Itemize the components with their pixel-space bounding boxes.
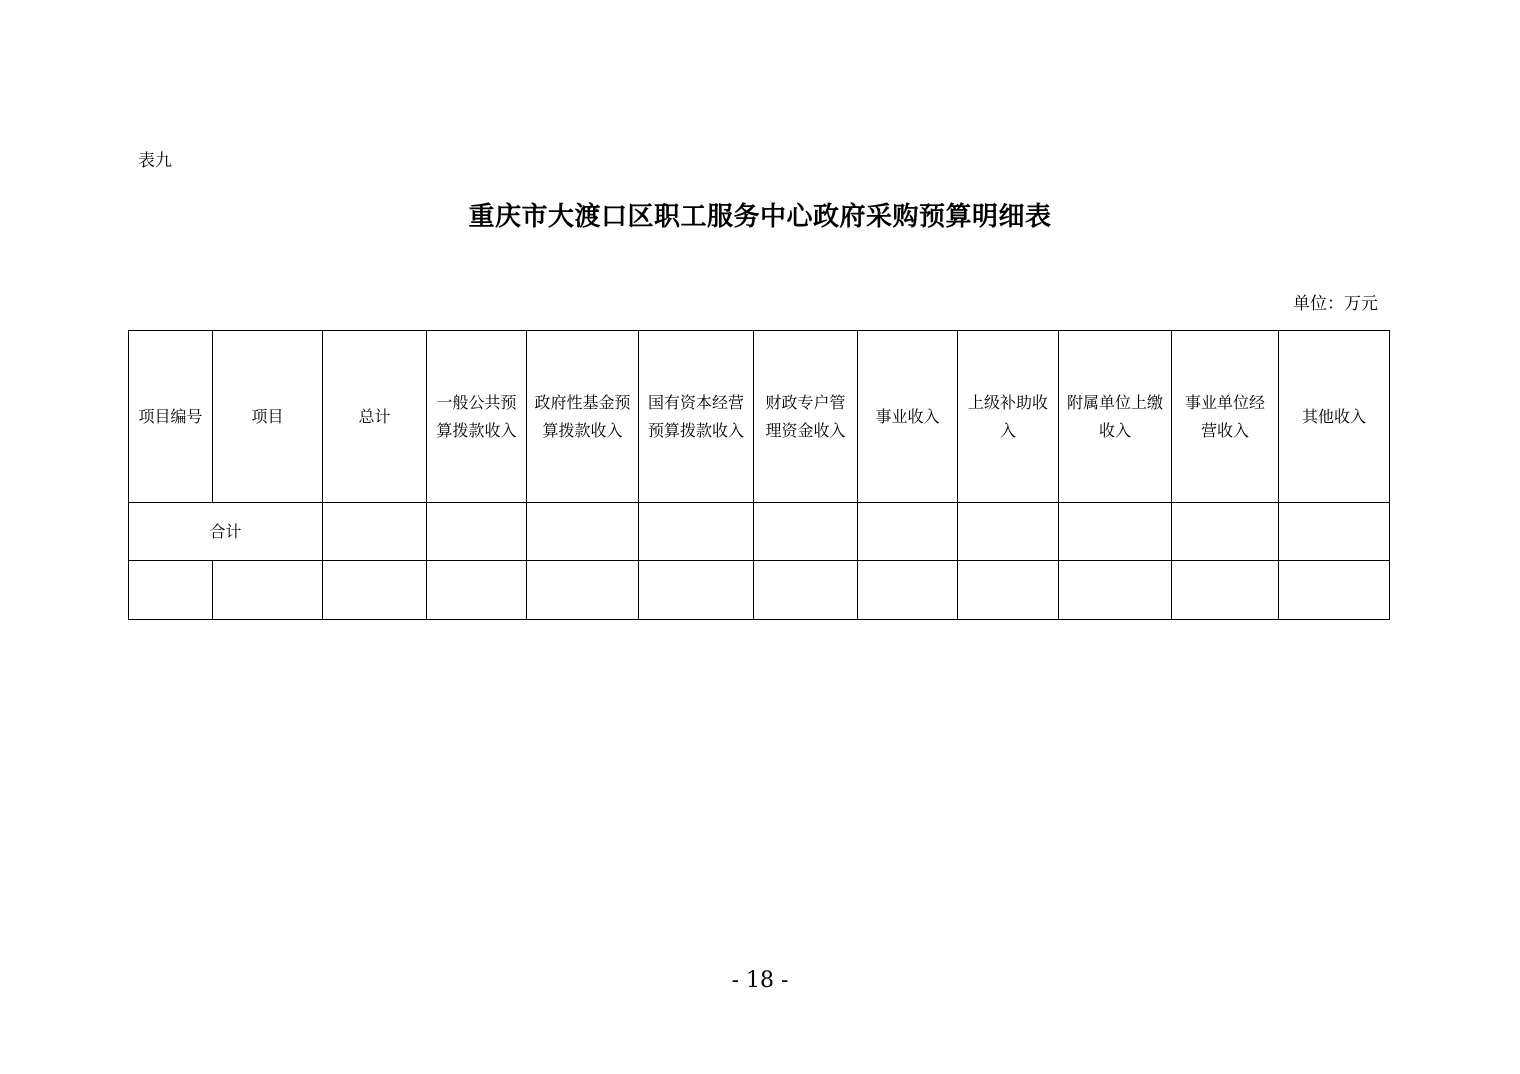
- table-cell: [427, 561, 527, 620]
- table-cell: [754, 503, 858, 561]
- table-cell: [1279, 503, 1390, 561]
- document-title: 重庆市大渡口区职工服务中心政府采购预算明细表: [468, 202, 1052, 232]
- header-cell-business-income: 事业收入: [858, 331, 958, 503]
- header-cell-affiliate-remittance: 附属单位上缴收入: [1059, 331, 1172, 503]
- table-cell: [129, 561, 213, 620]
- table-cell: [1172, 503, 1279, 561]
- table-cell: [1059, 503, 1172, 561]
- table-header-row: [129, 331, 1390, 503]
- table-cell: [1172, 561, 1279, 620]
- page-number: - 18 -: [731, 968, 789, 993]
- table-cell: [858, 561, 958, 620]
- table-cell: [1279, 561, 1390, 620]
- table-cell: [213, 561, 323, 620]
- table-cell: [1059, 561, 1172, 620]
- table-cell: [527, 503, 639, 561]
- table-cell: [639, 503, 754, 561]
- total-row: [129, 503, 1390, 561]
- table-row: [129, 561, 1390, 620]
- header-cell-other-income: 其他收入: [1279, 331, 1390, 503]
- header-cell-project: 项目: [213, 331, 323, 503]
- header-cell-general-budget: 一般公共预算拨款收入: [427, 331, 527, 503]
- header-cell-fiscal-account: 财政专户管理资金收入: [754, 331, 858, 503]
- table-cell: [323, 561, 427, 620]
- table-cell: [958, 561, 1059, 620]
- header-cell-state-capital: 国有资本经营预算拨款收入: [639, 331, 754, 503]
- table-label: 表九: [138, 151, 172, 171]
- header-cell-project-code: 项目编号: [129, 331, 213, 503]
- header-cell-total: 总计: [323, 331, 427, 503]
- unit-label: 单位：万元: [1293, 294, 1378, 314]
- header-cell-operating-income: 事业单位经营收入: [1172, 331, 1279, 503]
- header-cell-superior-subsidy: 上级补助收入: [958, 331, 1059, 503]
- table-cell: [527, 561, 639, 620]
- header-cell-government-fund: 政府性基金预算拨款收入: [527, 331, 639, 503]
- table-cell: [754, 561, 858, 620]
- table-cell: [427, 503, 527, 561]
- table-cell: [323, 503, 427, 561]
- table-cell: [858, 503, 958, 561]
- procurement-budget-table: [128, 330, 1390, 620]
- table-cell: [639, 561, 754, 620]
- total-row-label: 合计: [129, 503, 323, 561]
- table-cell: [958, 503, 1059, 561]
